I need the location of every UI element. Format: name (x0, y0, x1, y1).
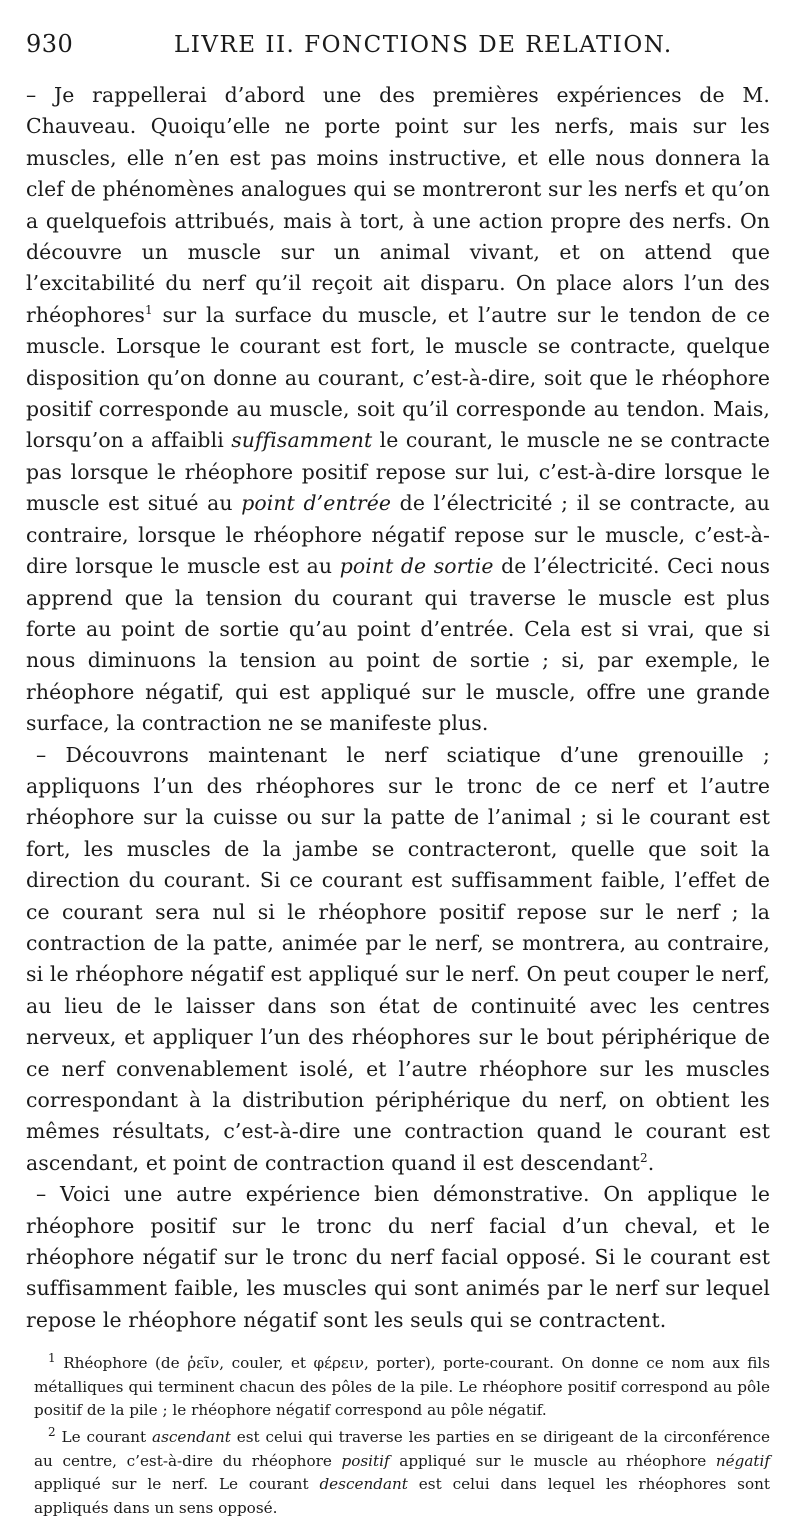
footnote-ref-2[interactable]: 2 (639, 1151, 648, 1166)
paragraph-horse-experiment: – Voici une autre expérience bien démonstrative. On applique le rhéophore positif sur le tronc du nerf facial d’un cheval, et le rhéophore négatif sur le tronc du nerf facial opposé. Si le courant est suffisamment faible, les muscles qui sont animés par le nerf sur lequel repose le rhéophore négatif sont les seuls qui se contractent. (26, 1182, 770, 1332)
page-header (26, 30, 770, 78)
footnote-ref-1[interactable]: 1 (144, 303, 153, 318)
body-text (26, 80, 770, 1336)
footnote-2: $^2$ Le courant ascendant est celui qui traverse les parties en se dirigeant de la circonférence au centre, c’est-à-dire du rhéophore positif appliqué sur le muscle au rhéophore négatif appliqué sur le nerf. Le courant descendant est celui dans lequel les rhéophores sont appliqués dans un sens opposé. (34, 1425, 771, 1517)
paragraph-muscle-experiment: – Je rappellerai d’abord une des premières expériences de M. Chauveau. Quoiqu’elle ne porte point sur les nerfs, mais sur les muscles, elle n’en est pas moins instructive, et elle nous donnera la clef de phénomènes analogues qui se montreront sur les nerfs et qu’on a quelquefois attribués, mais à tort, à une action propre des nerfs. On découvre un muscle sur un animal vivant, et on attend que l’excitabilité du nerf qu’il reçoit ait disparu. On place alors l’un des rhéophores$^1$ sur la surface du muscle, et l’autre sur le tendon de ce muscle. Lorsque le courant est fort, le muscle se contracte, quelque disposition qu’on donne au courant, c’est-à-dire, soit que le rhéophore positif corresponde au muscle, soit qu’il corresponde au tendon. Mais, lorsqu’on a affaibli suffisamment le courant, le muscle ne se contracte pas lorsque le rhéophore positif repose sur lui, c’est-à-dire lorsque le muscle est situé au point d’entrée de l’électricité ; il se contracte, au contraire, lorsque le rhéophore négatif repose sur le muscle, c’est-à-dire lorsque le muscle est au point de sortie de l’électricité. Ceci nous apprend que la tension du courant qui traverse le muscle est plus forte au point de sortie qu’au point d’entrée. Cela est si vrai, que si nous diminuons la tension au point de sortie ; si, par exemple, le rhéophore négatif, qui est appliqué sur le muscle, offre une grande surface, la contraction ne se manifeste plus. (26, 83, 771, 736)
paragraph-frog-experiment: – Découvrons maintenant le nerf sciatique d’une grenouille ; appliquons l’un des rhéophores sur le tronc de ce nerf et l’autre rhéophore sur la cuisse ou sur la patte de l’animal ; si le courant est fort, les muscles de la jambe se contracteront, quelle que soit la direction du courant. Si ce courant est suffisamment faible, l’effet de ce courant sera nul si le rhéophore positif repose sur le nerf ; la contraction de la patte, animée par le nerf, se montrera, au contraire, si le rhéophore négatif est appliqué sur le nerf. On peut couper le nerf, au lieu de le laisser dans son état de continuité avec les centres nerveux, et appliquer l’un des rhéophores sur le bout périphérique de ce nerf convenablement isolé, et l’autre rhéophore sur les muscles correspondant à la distribution périphérique du nerf, on obtient les mêmes résultats, c’est-à-dire une contraction quand le courant est ascendant, et point de contraction quand il est descendant$^2$. (26, 742, 770, 1175)
running-title: LIVRE II. FONCTIONS DE RELATION. (174, 32, 673, 58)
footnotes (26, 1352, 770, 1520)
page-number: 930 (26, 30, 74, 58)
footnote-1: $^1$ Rhéophore (de ῥεῖν, couler, et φέρειν, porter), porte-courant. On donne ce nom aux fils métalliques qui terminent chacun des pôles de la pile. Le rhéophore positif correspond au pôle positif de la pile ; le rhéophore négatif correspond au pôle négatif. (34, 1351, 770, 1420)
